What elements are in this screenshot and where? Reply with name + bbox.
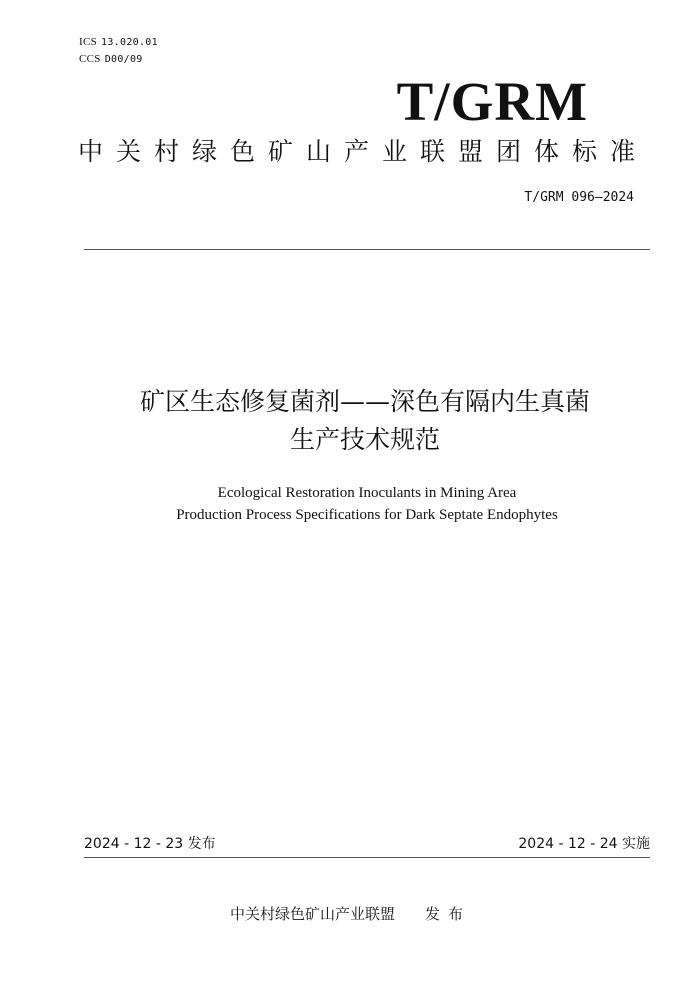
ccs-label: CCS bbox=[79, 53, 101, 65]
ccs-value: D00/09 bbox=[104, 54, 143, 65]
publish-action: 发布 bbox=[425, 905, 472, 923]
ics-code bbox=[79, 36, 158, 48]
standard-logo: T/GRM bbox=[396, 71, 588, 132]
title-en-line1: Ecological Restoration Inoculants in Mining Area bbox=[217, 485, 517, 501]
ics-value: 13.020.01 bbox=[101, 37, 158, 48]
ics-label: ICS bbox=[79, 36, 98, 48]
publisher-line bbox=[230, 903, 471, 925]
implement-date: 2024 - 12 - 24 实施 bbox=[518, 836, 650, 852]
org-standard-title: 中关村绿色矿山产业联盟团体标准 bbox=[78, 137, 649, 166]
title-en-line2: Production Process Specifications for Dark Septate Endophytes bbox=[176, 507, 558, 523]
publish-date: 2024 - 12 - 23 发布 bbox=[84, 836, 216, 852]
ccs-code bbox=[79, 53, 143, 65]
standard-number: T/GRM 096—2024 bbox=[524, 190, 634, 205]
bottom-divider bbox=[84, 857, 650, 858]
publisher-name: 中关村绿色矿山产业联盟 bbox=[230, 905, 396, 923]
title-cn-line2: 生产技术规范 bbox=[289, 425, 440, 454]
title-cn-line1: 矿区生态修复菌剂——深色有隔内生真菌 bbox=[139, 387, 590, 416]
top-divider bbox=[84, 249, 650, 250]
